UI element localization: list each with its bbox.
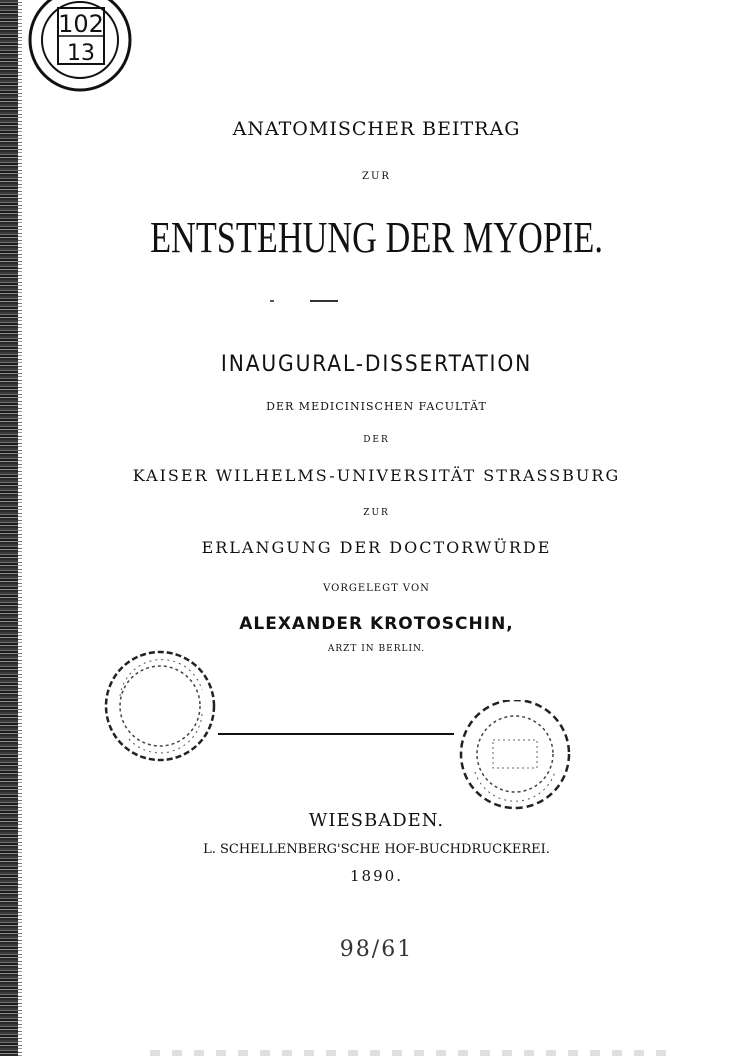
separator-ornament — [310, 300, 338, 302]
degree-line: ERLANGUNG DER DOCTORWÜRDE — [201, 538, 552, 557]
page-gutter — [18, 0, 22, 1056]
title-line-2: ZUR — [362, 171, 391, 182]
book-spine-edge — [0, 0, 18, 1056]
year-line: 1890. — [350, 867, 403, 885]
shelfmark: 98/61 — [339, 937, 414, 962]
library-stamp-middle-right — [445, 700, 587, 812]
zur-line: ZUR — [363, 508, 390, 518]
main-title: ENTSTEHUNG DER MYOPIE. — [150, 213, 603, 262]
der-line: DER — [363, 435, 390, 445]
library-stamp-middle-left — [98, 650, 222, 762]
author-title: ARZT IN BERLIN. — [327, 644, 426, 654]
presented-by-line: VORGELEGT VON — [323, 583, 430, 594]
university-line: KAISER WILHELMS-UNIVERSITÄT STRASSBURG — [132, 466, 621, 485]
separator-dot — [270, 300, 274, 302]
stamp-number-top: 102 — [58, 10, 104, 38]
bottom-edge-marks — [150, 1050, 670, 1056]
city-line: WIESBADEN. — [308, 810, 445, 831]
author-name: ALEXANDER KROTOSCHIN, — [239, 614, 514, 634]
dissertation-heading: INAUGURAL-DISSERTATION — [220, 352, 533, 377]
library-stamp-top-left — [24, 0, 136, 100]
stamp-number-bottom: 13 — [67, 41, 95, 66]
printer-line: L. SCHELLENBERG'SCHE HOF-BUCHDRUCKEREI. — [203, 842, 550, 857]
divider-rule — [218, 733, 454, 735]
faculty-line: DER MEDICINISCHEN FACULTÄT — [266, 400, 487, 413]
title-line-1: ANATOMISCHER BEITRAG — [232, 118, 521, 140]
